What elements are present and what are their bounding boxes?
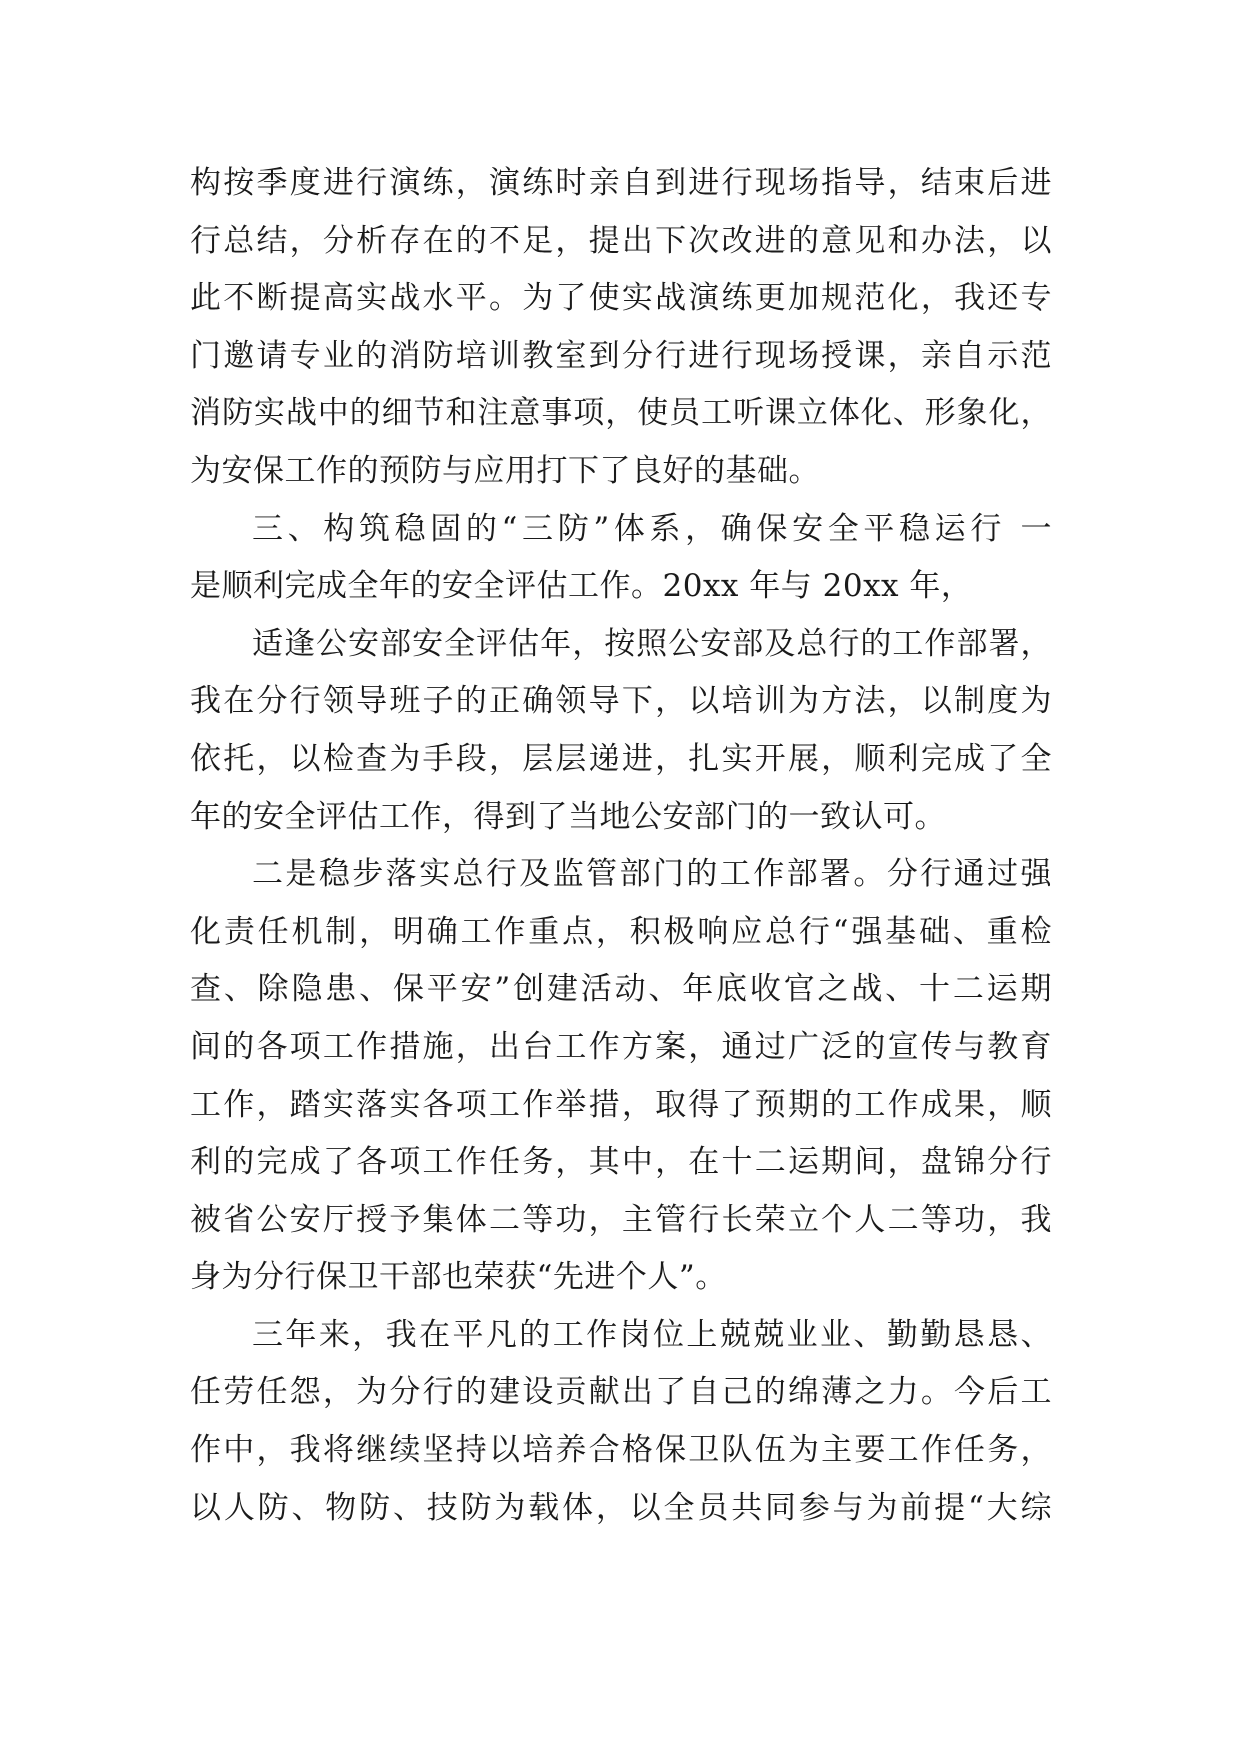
text-line: 是顺利完成全年的安全评估工作。20xx 年与 20xx 年， — [190, 568, 973, 605]
text-line: 此不断提高实战水平。为了使实战演练更加规范化，我还专 — [190, 280, 1052, 317]
text-line: 构按季度进行演练，演练时亲自到进行现场指导，结束后进 — [190, 165, 1052, 201]
text-line: 被省公安厅授予集体二等功，主管行长荣立个人二等功，我 — [190, 1201, 1052, 1238]
text-line: 查、除隐患、保平安”创建活动、年底收官之战、十二运期 — [190, 971, 1052, 1008]
text-line: 三、构筑稳固的“三防”体系，确保安全平稳运行 一 — [252, 510, 1052, 547]
text-line: 年的安全评估工作，得到了当地公安部门的一致认可。 — [190, 798, 946, 835]
body-text — [190, 155, 1052, 1537]
text-line: 行总结，分析存在的不足，提出下次改进的意见和办法，以 — [190, 222, 1052, 259]
text-line: 门邀请专业的消防培训教室到分行进行现场授课，亲自示范 — [190, 337, 1052, 374]
text-line: 工作，踏实落实各项工作举措，取得了预期的工作成果，顺 — [190, 1086, 1052, 1123]
text-line: 以人防、物防、技防为载体，以全员共同参与为前提“大综 — [190, 1489, 1052, 1526]
text-line: 二是稳步落实总行及监管部门的工作部署。分行通过强 — [252, 856, 1052, 893]
text-line: 适逢公安部安全评估年，按照公安部及总行的工作部署， — [252, 625, 1052, 662]
text-line: 利的完成了各项工作任务，其中，在十二运期间，盘锦分行 — [190, 1144, 1052, 1181]
text-line: 为安保工作的预防与应用打下了良好的基础。 — [190, 452, 820, 489]
text-line: 身为分行保卫干部也荣获“先进个人”。 — [190, 1259, 727, 1296]
text-line: 任劳任怨，为分行的建设贡献出了自己的绵薄之力。今后工 — [190, 1374, 1052, 1411]
text-line: 三年来，我在平凡的工作岗位上兢兢业业、勤勤恳恳、 — [252, 1316, 1052, 1353]
text-line: 我在分行领导班子的正确领导下，以培训为方法，以制度为 — [190, 683, 1052, 720]
text-line: 依托，以检查为手段，层层递进，扎实开展，顺利完成了全 — [190, 740, 1052, 777]
text-line: 消防实战中的细节和注意事项，使员工听课立体化、形象化， — [190, 395, 1052, 432]
text-line: 间的各项工作措施，出台工作方案，通过广泛的宣传与教育 — [190, 1028, 1052, 1065]
text-line: 作中，我将继续坚持以培养合格保卫队伍为主要工作任务， — [190, 1432, 1052, 1469]
text-line: 化责任机制，明确工作重点，积极响应总行“强基础、重检 — [190, 913, 1052, 950]
